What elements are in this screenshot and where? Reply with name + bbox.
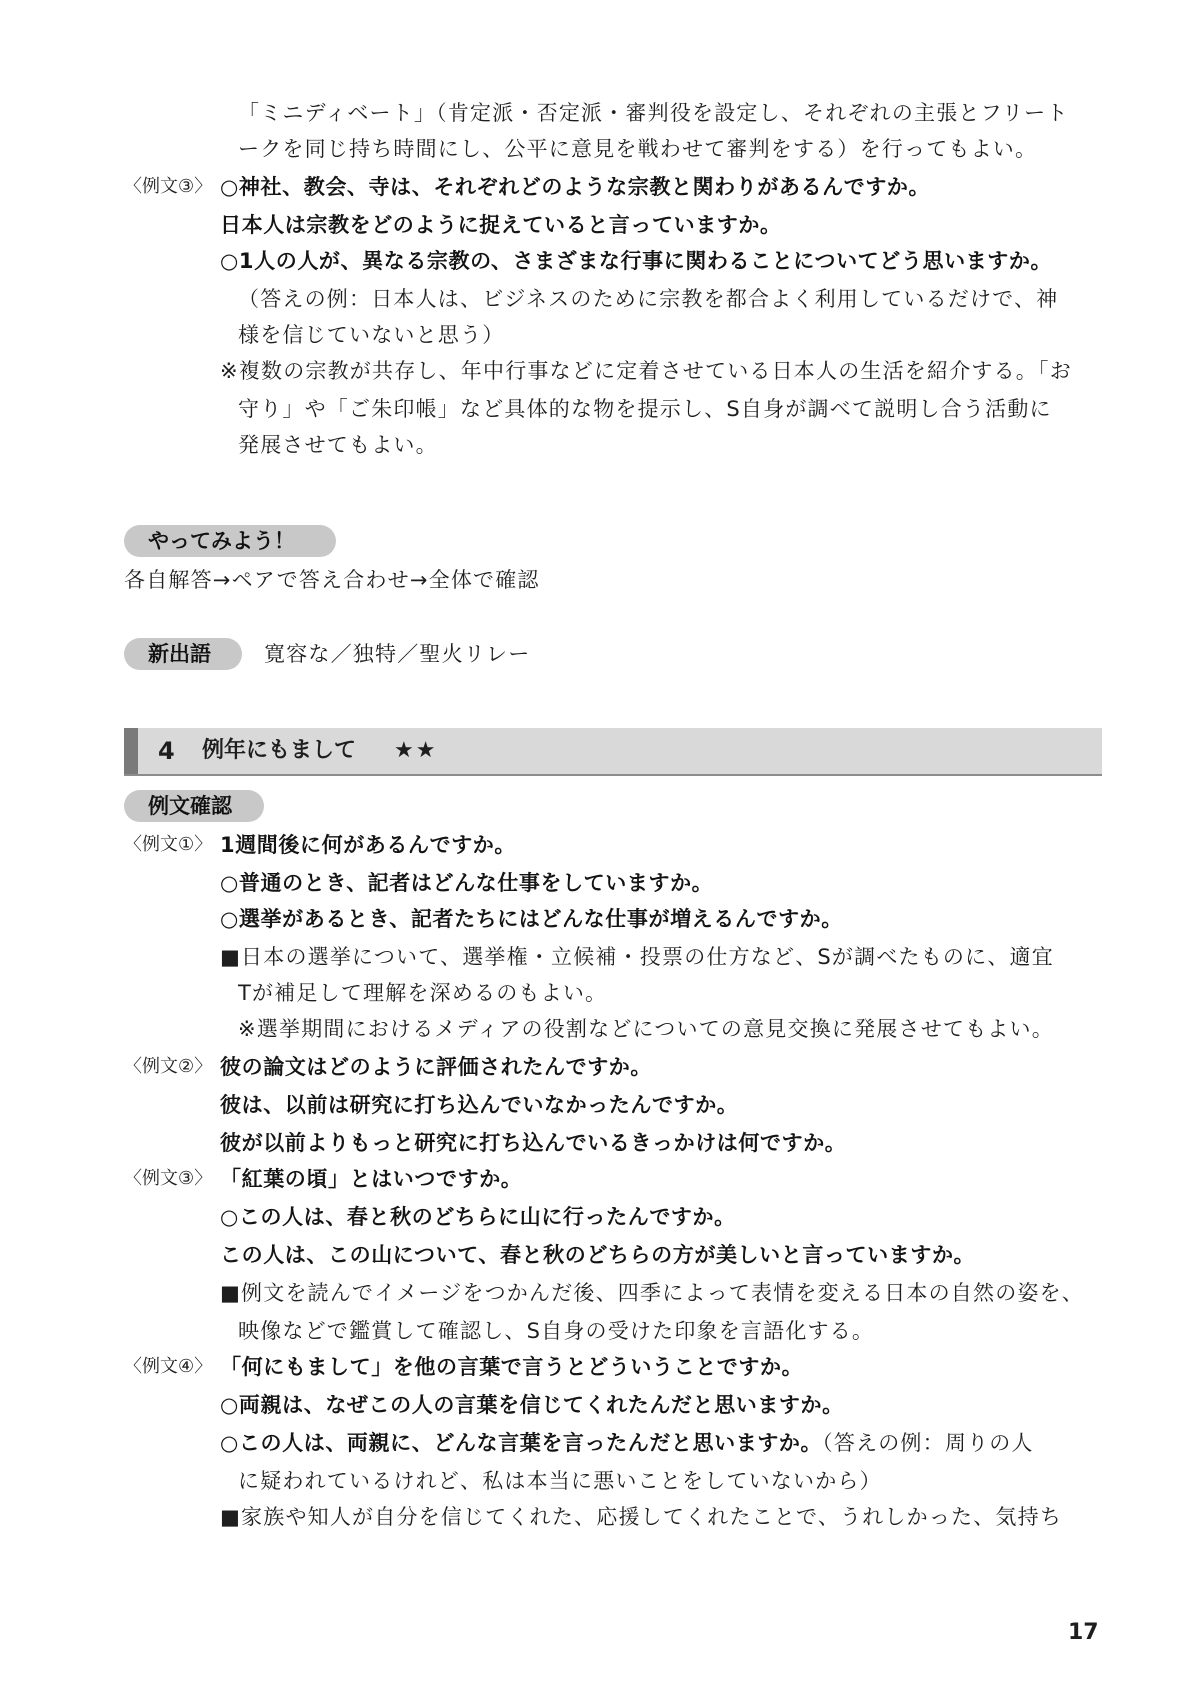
question-with-answer-line: [220, 1428, 1102, 1458]
note-line: ※選挙期間におけるメディアの役割などについての意見交換に発展させてもよい。: [238, 1017, 1054, 1041]
note-line: ※複数の宗教が共存し、年中行事などに定着させている日本人の生活を紹介する。「お: [220, 359, 1072, 383]
question-line: ○普通のとき、記者はどんな仕事をしていますか。: [220, 871, 714, 895]
section-header: [124, 728, 1102, 776]
answer-example-line: に疑われているけれど、私は本当に悪いことをしていないから）: [238, 1469, 882, 1493]
question-line: ○選挙があるとき、記者たちにはどんな仕事が増えるんですか。: [220, 907, 843, 931]
try-it-heading: やってみよう！: [124, 525, 336, 557]
example-label: 〈例文④〉: [124, 1356, 213, 1377]
example-check-heading: 例文確認: [124, 790, 264, 822]
body-text-line: ークを同じ持ち時間にし、公平に意見を戦わせて審判をする）を行ってもよい。: [238, 137, 1038, 161]
try-it-text: 各自解答→ペアで答え合わせ→全体で確認: [124, 568, 540, 592]
question-line: 「紅葉の頃」とはいつですか。: [220, 1167, 523, 1191]
question-line: ○1人の人が、異なる宗教の、さまざまな行事に関わることについてどう思いますか。: [220, 249, 1053, 273]
vocabulary-heading: 新出語: [124, 638, 242, 670]
question-line: 彼は、以前は研究に打ち込んでいなかったんですか。: [220, 1093, 739, 1117]
question-line: 日本人は宗教をどのように捉えていると言っていますか。: [220, 213, 782, 237]
question-line: 1週間後に何があるんですか。: [220, 833, 517, 857]
question-line: ○両親は、なぜこの人の言葉を信じてくれたんだと思いますか。: [220, 1393, 844, 1417]
note-line: 発展させてもよい。: [238, 433, 438, 457]
note-line: Tが補足して理解を深めるのもよい。: [238, 981, 608, 1005]
vocabulary-text: 寛容な／独特／聖火リレー: [264, 642, 531, 666]
question-text: ○この人は、両親に、どんな言葉を言ったんだと思いますか。: [220, 1431, 823, 1455]
note-line: ■例文を読んでイメージをつかんだ後、四季によって表情を変える日本の自然の姿を、: [220, 1281, 1085, 1305]
question-line: ○この人は、春と秋のどちらに山に行ったんですか。: [220, 1205, 736, 1229]
note-line: ■日本の選挙について、選挙権・立候補・投票の仕方など、Sが調べたものに、適宜: [220, 945, 1054, 969]
question-line: ○神社、教会、寺は、それぞれどのような宗教と関わりがあるんですか。: [220, 175, 931, 199]
question-line: 「何にもまして」を他の言葉で言うとどういうことですか。: [220, 1355, 804, 1379]
note-line: 守り」や「ご朱印帳」など具体的な物を提示し、S自身が調べて説明し合う活動に: [238, 397, 1052, 421]
note-line: ■家族や知人が自分を信じてくれた、応援してくれたことで、うれしかった、気持ち: [220, 1505, 1063, 1529]
answer-example-text: （答えの例：周りの人: [822, 1431, 1034, 1455]
example-label: 〈例文③〉: [124, 1168, 213, 1189]
example-label: 〈例文②〉: [124, 1056, 213, 1077]
section-accent-bar: [124, 728, 138, 774]
difficulty-stars: ★★: [394, 738, 438, 763]
example-label: 〈例文③〉: [124, 176, 213, 197]
answer-example-line: （答えの例：日本人は、ビジネスのために宗教を都合よく利用しているだけで、神: [238, 287, 1059, 311]
question-line: 彼の論文はどのように評価されたんですか。: [220, 1055, 652, 1079]
body-text-line: 「ミニディベート」（肯定派・否定派・審判役を設定し、それぞれの主張とフリート: [238, 101, 1069, 125]
section-number: 4: [158, 737, 175, 765]
note-line: 映像などで鑑賞して確認し、S自身の受けた印象を言語化する。: [238, 1319, 875, 1343]
answer-example-line: 様を信じていないと思う）: [238, 323, 505, 347]
section-title: 例年にもまして: [202, 738, 357, 763]
example-label: 〈例文①〉: [124, 834, 213, 855]
page-number: 17: [1068, 1620, 1099, 1645]
question-line: 彼が以前よりもっと研究に打ち込んでいるきっかけは何ですか。: [220, 1131, 847, 1155]
question-line: この人は、この山について、春と秋のどちらの方が美しいと言っていますか。: [220, 1243, 976, 1267]
